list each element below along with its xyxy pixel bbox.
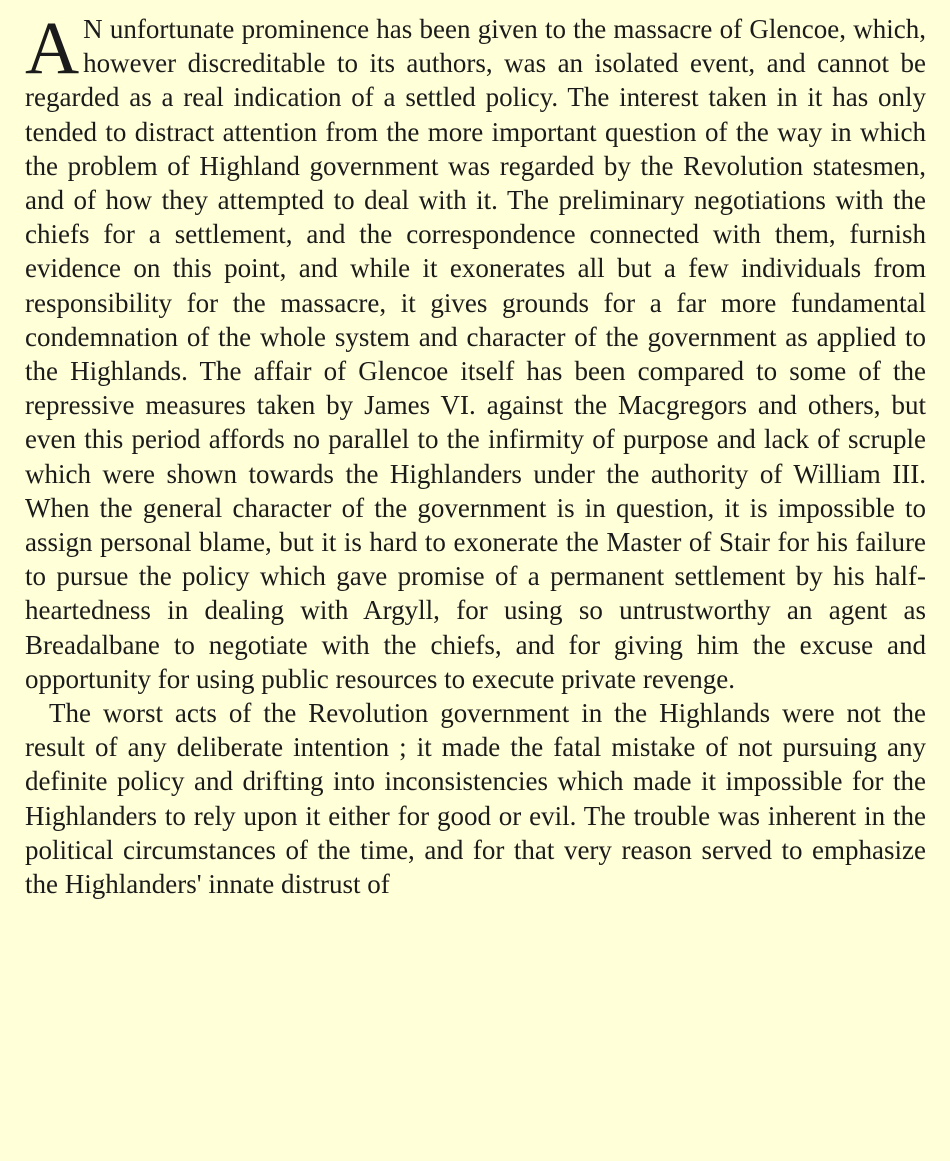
paragraph-1 — [25, 7, 926, 696]
paragraph-2: The worst acts of the Revolution government in the Highlands were not the result of any deliberate intention ; it made the fatal mistake of not pursuing any definite policy and drifting into inconsistencies which made it impossible for the Highlanders to rely upon it either for good or evil. The trouble was inherent in the political circumstances of the time, and for that very reason served to emphasize the Highlanders' innate distrust of — [25, 698, 926, 900]
small-caps-lead: N — [83, 14, 103, 44]
drop-cap: A — [25, 7, 80, 90]
page-text — [25, 7, 926, 901]
paragraph-1-text: unfortunate prominence has been given to the massacre of Glencoe, which, however discreditable to its authors, was an isolated event, and cannot be regarded as a real indication of a settled policy. The interest taken in it has only tended to distract attention from the more important question of the way in which the problem of Highland government was regarded by the Revolution statesmen, and of how they attempted to deal with it. The preliminary negotiations with the chiefs for a settlement, and the correspondence connected with them, furnish evidence on this point, and while it exonerates all but a few individuals from responsibility for the massacre, it gives grounds for a far more fundamental condemnation of the whole system and character of the government as applied to the Highlands. The affair of Glencoe itself has been compared to some of the repressive measures taken by James VI. against the Macgregors and others, but even this period affords no parallel to the infirmity of purpose and lack of scruple which were shown towards the Highlanders under the authority of William III. When the general character of the government is in question, it is impossible to assign personal blame, but it is hard to exonerate the Master of Stair for his failure to pursue the policy which gave promise of a permanent settlement by his half-heartedness in dealing with Argyll, for using so untrustworthy an agent as Breadalbane to negotiate with the chiefs, and for giving him the excuse and opportunity for using public resources to execute private revenge. — [25, 14, 926, 694]
